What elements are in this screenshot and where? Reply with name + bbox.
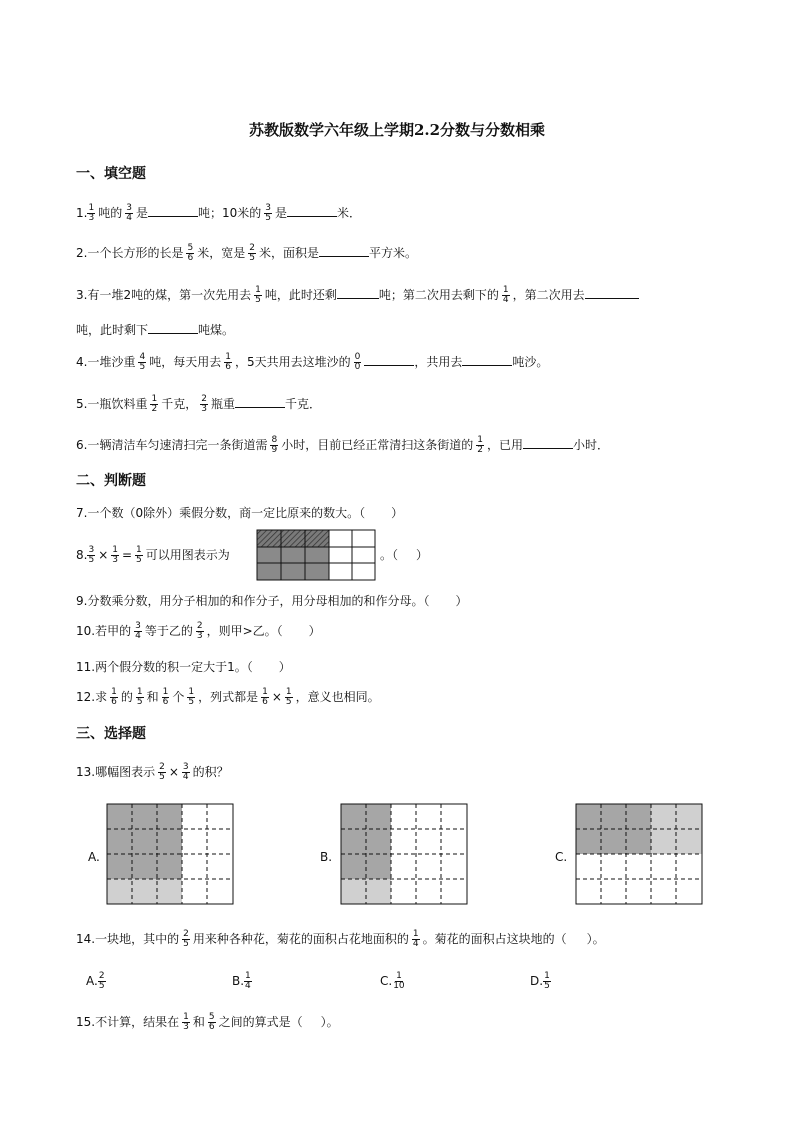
question-7: 7.一个数（0除外）乘假分数，商一定比原来的数大。（ ） xyxy=(76,506,404,520)
answer-blank[interactable] xyxy=(235,395,285,408)
option-a-label[interactable]: A. xyxy=(88,850,100,864)
question-3: 3.有一堆2吨的煤，第一次先用去 $\frac{1}{5}$ 吨，此时还剩 吨；第二次用去剩下的 $\frac{1}{4}$ ，第二次用去 xyxy=(76,286,639,305)
question-10: 10.若甲的 $\frac{3}{4}$ 等于乙的 $\frac{2}{3}$ ，则甲>乙。（ ） xyxy=(76,621,321,641)
answer-blank[interactable] xyxy=(148,321,198,334)
option-a[interactable]: A. $\frac{2}{5}$ xyxy=(86,971,105,991)
section-true-false: 二、判断题 xyxy=(76,473,146,489)
question-13: 13.哪幅图表示 $\frac{2}{5}$ × $\frac{3}{4}$ 的积？ xyxy=(76,762,229,782)
option-c-label[interactable]: C. xyxy=(555,850,568,864)
question-9: 9.分数乘分数，用分子相加的和作分子，用分母相加的和作分母。（ ） xyxy=(76,594,468,608)
option-c[interactable]: C. $\frac{1}{10}$ xyxy=(380,971,405,991)
question-8-paren: 。（ ） xyxy=(380,548,429,562)
answer-blank[interactable] xyxy=(287,204,337,217)
answer-blank[interactable] xyxy=(585,286,639,299)
question-8: 8. $\frac{3}{5}$ × $\frac{1}{3}$ = $\frac{1}{5}$ 可以用图表示为 xyxy=(76,545,230,565)
answer-blank[interactable] xyxy=(364,353,414,366)
section-multiple-choice: 三、选择题 xyxy=(76,726,146,742)
question-14: 14.一块地，其中的 $\frac{2}{5}$ 用来种各种花，菊花的面积占花地面积的 $\frac{1}{4}$ 。菊花的面积占这块地的（ ）。 xyxy=(76,929,605,949)
page-title: 苏教版数学六年级上学期2.2分数与分数相乘 xyxy=(248,121,546,139)
question-3-cont: 吨，此时剩下 吨煤。 xyxy=(76,323,235,337)
answer-blank[interactable] xyxy=(319,244,369,257)
question-1: 1. $\frac{1}{3}$ 吨的 $\frac{3}{4}$ 是 吨；10米的 $\frac{3}{5}$ 是 米． xyxy=(76,203,361,223)
question-12: 12.求 $\frac{1}{6}$ 的 $\frac{1}{5}$ 和 $\frac{1}{6}$ 个 $\frac{1}{5}$ ，列式都是 $\frac{1}{6}$ × $\frac{1}{5}$ ，意义也相同。 xyxy=(76,687,380,707)
fraction-diagram xyxy=(256,529,376,581)
answer-blank[interactable] xyxy=(337,286,379,299)
question-5: 5.一瓶饮料重 $\frac{1}{2}$ 千克， $\frac{2}{3}$ 瓶重 千克． xyxy=(76,394,321,414)
option-c-grid[interactable] xyxy=(575,803,703,905)
question-11: 11.两个假分数的积一定大于1。（ ） xyxy=(76,660,291,674)
option-d[interactable]: D. $\frac{1}{5}$ xyxy=(530,971,550,991)
question-4: 4.一堆沙重 $\frac{4}{5}$ 吨，每天用去 $\frac{1}{6}$ ，5天共用去这堆沙的 $\frac{0}{0}$ ，共用去 吨沙。 xyxy=(76,352,549,372)
answer-blank[interactable] xyxy=(462,353,512,366)
question-15: 15.不计算，结果在 $\frac{1}{3}$ 和 $\frac{5}{6}$ 之间的算式是（ ）。 xyxy=(76,1012,339,1032)
option-b-label[interactable]: B. xyxy=(320,850,333,864)
question-2: 2.一个长方形的长是 $\frac{5}{6}$ 米，宽是 $\frac{2}{5}$ 米，面积是 平方米。 xyxy=(76,243,417,263)
section-fill-in: 一、填空题 xyxy=(76,166,146,182)
option-b[interactable]: B. $\frac{1}{4}$ xyxy=(232,971,251,991)
question-6: 6.一辆清洁车匀速清扫完一条街道需 $\frac{8}{9}$ 小时，目前已经正常清扫这条街道的 $\frac{1}{2}$ ，已用 小时． xyxy=(76,435,609,455)
answer-blank[interactable] xyxy=(148,204,198,217)
option-b-grid[interactable] xyxy=(340,803,468,905)
answer-blank[interactable] xyxy=(523,436,573,449)
option-a-grid[interactable] xyxy=(106,803,234,905)
